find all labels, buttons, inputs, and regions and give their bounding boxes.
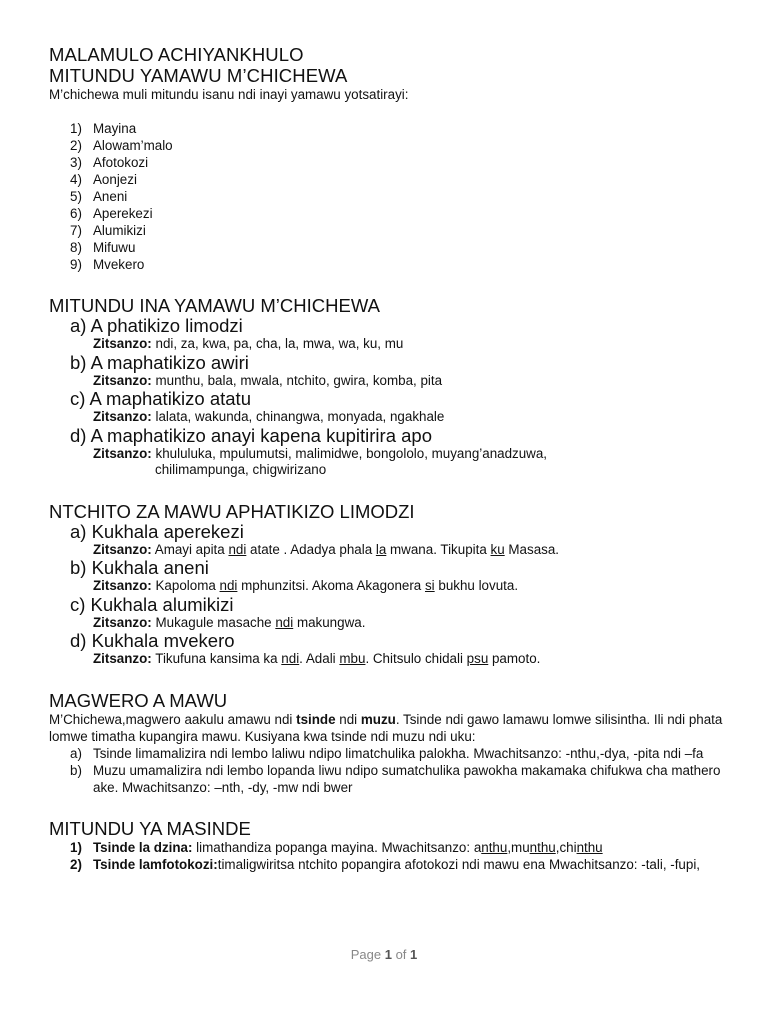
subheading: b) Kukhala aneni [70,557,209,578]
example-line: Zitsanzo: Tikufuna kansima ka ndi. Adali mbu. Chitsulo chidali psu pamoto. [93,651,541,666]
subheading: a) Kukhala aperekezi [70,520,244,542]
example-line: Zitsanzo: lalata, wakunda, chinangwa, monyada, ngakhale [93,409,445,424]
list-item: 6) Aperekezi [70,206,153,221]
subheading: d) Kukhala mvekero [70,630,235,651]
subheading: d) A maphatikizo anayi kapena kupitirira apo [70,424,432,446]
document-page [49,44,739,873]
section-heading-word-origins: MAGWERO A MAWU [49,689,228,711]
example-line: Zitsanzo: ndi, za, kwa, pa, cha, la, mwa, wa, ku, mu [93,336,404,351]
document-title: MALAMULO ACHIYANKHULO [49,44,304,65]
paragraph: M’Chichewa,magwero aakulu amawu ndi tsinde ndi muzu. Tsinde ndi gawo lamawu lomwe silisintha. Ili ndi phata lomwe timatha kupangira mawu. Kusiyana kwa tsinde ndi muzu ndi uku: [49,711,723,744]
example-line: Zitsanzo: Amayi apita ndi atate . Adadya phala la mwana. Tikupita ku Masasa. [93,541,559,557]
list-item: 2) Tsinde lamfotokozi:timaligwiritsa ntchito popangira afotokozi ndi mawu ena Mwachitsanzo: -tali, -fupi, [70,856,701,872]
subheading: c) A maphatikizo atatu [70,388,251,409]
intro-text: M’chichewa muli mitundu isanu ndi inayi yamawu yotsatirayi: [49,87,409,102]
list-item: 8) Mifuwu [70,240,136,255]
list-item: 2) Alowam’malo [70,138,173,153]
subheading: b) A maphatikizo awiri [70,351,249,373]
list-item: 4) Aonjezi [70,172,137,187]
document-subtitle: MITUNDU YAMAWU M’CHICHEWA [49,65,348,86]
word-types-list [49,120,739,273]
list-item: b) Muzu umamalizira ndi lembo lopanda liwu ndipo sumatchulika pawokha makamaka chifukwa cha mathero ake. Mwachitsanzo: –nth, -dy, -mw ndi bwer [70,762,721,795]
page-indicator: Page 1 of 1 [350,947,418,962]
example-line: Zitsanzo: khululuka, mpulumutsi, malimidwe, bongololo, muyang’anadzuwa, chilimampunga, chigwirizano [93,445,548,477]
section-heading-functions: NTCHITO ZA MAWU APHATIKIZO LIMODZI [49,500,415,522]
section-heading-word-syllables: MITUNDU INA YAMAWU M’CHICHEWA [49,295,380,316]
example-line: Zitsanzo: Kapoloma ndi mphunzitsi. Akoma Akagonera si bukhu lovuta. [93,578,519,593]
list-item: 7) Alumikizi [70,223,146,238]
example-line: Zitsanzo: munthu, bala, mwala, ntchito, gwira, komba, pita [93,372,443,388]
example-line: Zitsanzo: Mukagule masache ndi makungwa. [93,614,366,630]
list-item: 5) Aneni [70,189,128,204]
list-item: 1) Tsinde la dzina: limathandiza popanga mayina. Mwachitsanzo: anthu,munthu,chinthu [70,839,603,855]
list-item: 9) Mvekero [70,257,145,272]
subheading: a) A phatikizo limodzi [70,315,243,336]
list-item: 1) Mayina [70,121,137,136]
subheading: c) Kukhala alumikizi [70,593,234,615]
section-heading-stem-types: MITUNDU YA MASINDE [49,817,251,839]
list-item: 3) Afotokozi [70,155,149,170]
list-item: a) Tsinde limamalizira ndi lembo laliwu ndipo limatchulika palokha. Mwachitsanzo: -nthu,-dya, -pita ndi –fa [70,745,704,761]
